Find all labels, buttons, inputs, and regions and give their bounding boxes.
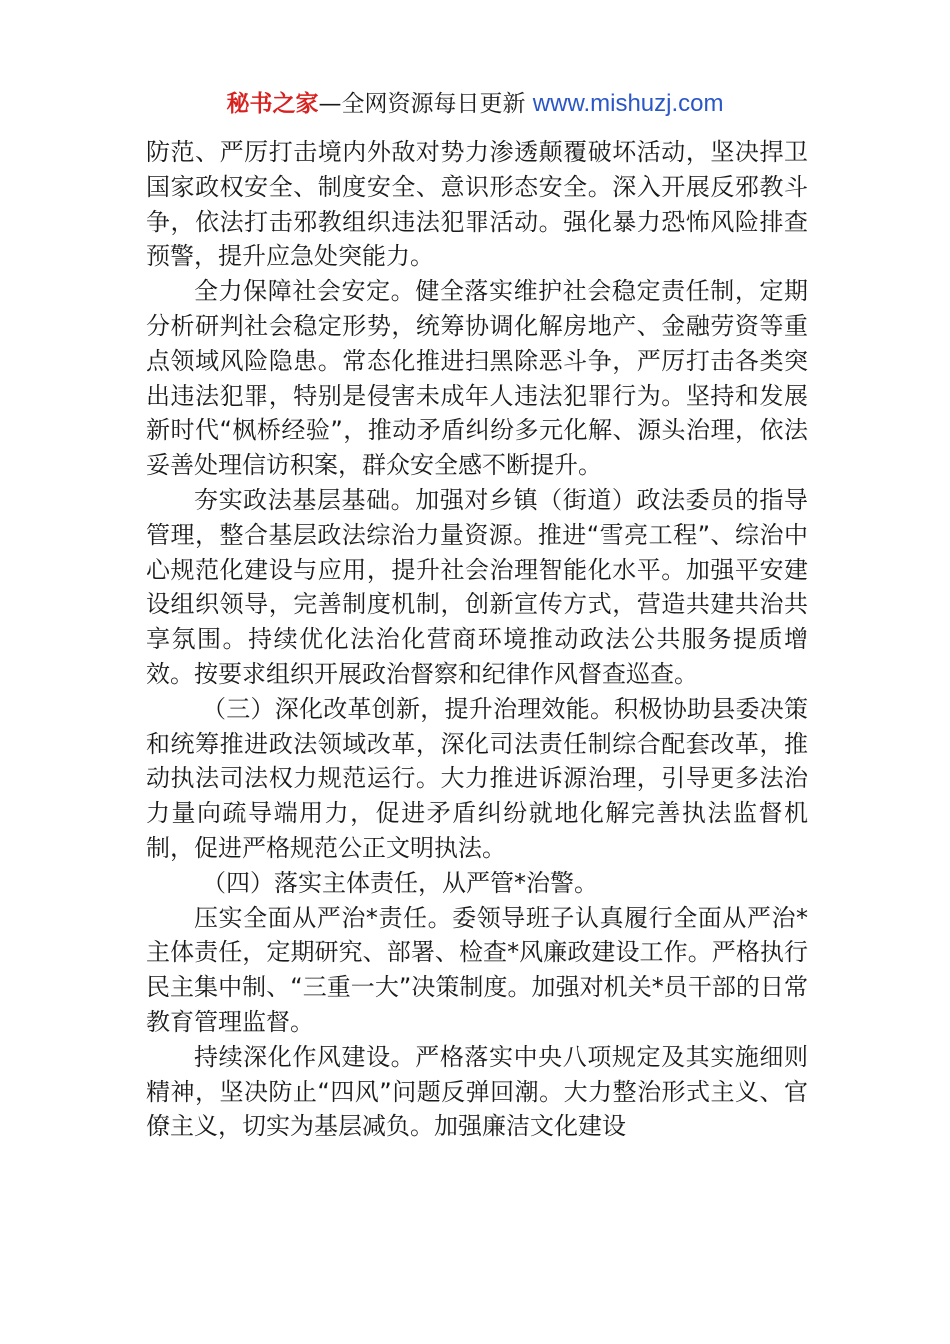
- header-tagline: 全网资源每日更新: [341, 91, 526, 117]
- paragraph-social-stability: 全力保障社会安定。健全落实维护社会稳定责任制，定期分析研判社会稳定形势，统筹协调化解房地产、金融劳资等重点领域风险隐患。常态化推进扫黑除恶斗争，严厉打击各类突出违法犯罪，特别是侵害未成年人违法犯罪行为。坚持和发展新时代“枫桥经验”，推动矛盾纠纷多元化解、源头治理，依法妥善处理信访积案，群众安全感不断提升。: [146, 277, 808, 480]
- section-heading-four: （四）落实主体责任，从严管*治警。: [202, 868, 598, 897]
- header-dash: —: [318, 91, 342, 117]
- site-url[interactable]: www.mishuzj.com: [532, 90, 724, 117]
- section-heading-three: （三）深化改革创新，提升治理效能。积极协助县委决策和统筹推进政法领域改革，深化司法责任制综合配套改革，推动执法司法权力规范运行。大力推进诉源治理，引导更多法治力量向疏导端用力，促进矛盾纠纷就地化解完善执法监督机制，促进严格规范公正文明执法。: [146, 694, 808, 862]
- paragraph-grassroots: 夯实政法基层基础。加强对乡镇（街道）政法委员的指导管理，整合基层政法综治力量资源。推进“雪亮工程”、综治中心规范化建设与应用，提升社会治理智能化水平。加强平安建设组织领导，完善制度机制，创新宣传方式，营造共建共治共享氛围。持续优化法治化营商环境推动政法公共服务提质增效。按要求组织开展政治督察和纪律作风督查巡查。: [146, 485, 808, 688]
- brand-name: 秘书之家: [226, 91, 319, 117]
- paragraph-responsibility: 压实全面从严治*责任。委领导班子认真履行全面从严治*主体责任，定期研究、部署、检查*风廉政建设工作。严格执行民主集中制、“三重一大”决策制度。加强对机关*员干部的日常教育管理监督。: [146, 903, 808, 1036]
- site-header: [0, 88, 950, 120]
- paragraph-work-style: 持续深化作风建设。严格落实中央八项规定及其实施细则精神，坚决防止“四风”问题反弹回潮。大力整治形式主义、官僚主义，切实为基层减负。加强廉洁文化建设: [146, 1042, 808, 1141]
- document-body: [146, 135, 808, 1144]
- paragraph-continuation: 防范、严厉打击境内外敌对势力渗透颠覆破坏活动，坚决捍卫国家政权安全、制度安全、意识形态安全。深入开展反邪教斗争，依法打击邪教组织违法犯罪活动。强化暴力恐怖风险排查预警，提升应急处突能力。: [146, 138, 808, 271]
